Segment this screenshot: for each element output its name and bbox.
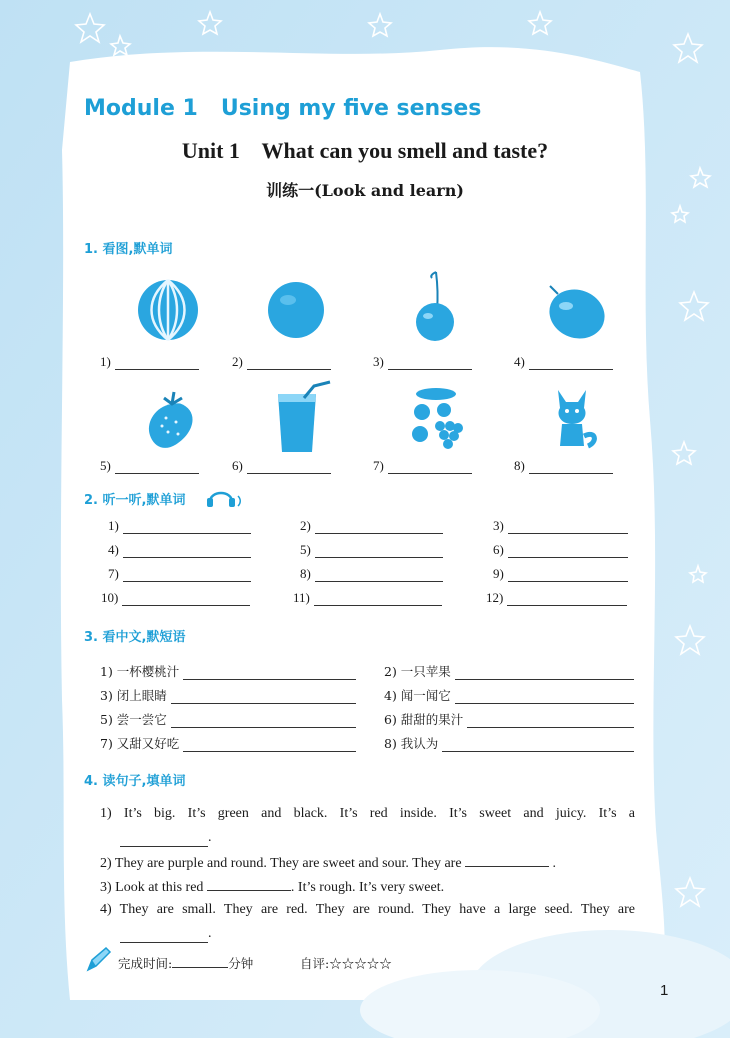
- answer-blank[interactable]: [115, 472, 199, 474]
- answer-blank[interactable]: [529, 472, 613, 474]
- s1-item-6: 6): [232, 458, 331, 474]
- plum-icon: [542, 282, 608, 342]
- cherry-icon: [410, 268, 460, 342]
- s3-item-8: 8) 我认为: [384, 734, 634, 752]
- answer-blank[interactable]: [508, 556, 628, 558]
- answer-blank[interactable]: [465, 852, 549, 867]
- answer-blank[interactable]: [315, 580, 443, 582]
- answer-blank[interactable]: [455, 702, 634, 704]
- answer-blank[interactable]: [247, 472, 331, 474]
- s3-item-6: 6) 甜甜的果汁: [384, 710, 634, 728]
- answer-blank[interactable]: [507, 604, 627, 606]
- answer-blank[interactable]: [388, 472, 472, 474]
- orange-icon: [266, 280, 326, 340]
- answer-blank[interactable]: [122, 604, 250, 606]
- fox-icon: [544, 384, 600, 450]
- answer-blank[interactable]: [171, 726, 356, 728]
- answer-blank[interactable]: [183, 678, 356, 680]
- s3-item-7: 7) 又甜又好吃: [100, 734, 356, 752]
- s1-item-1: 1): [100, 354, 199, 370]
- answer-blank[interactable]: [207, 876, 291, 891]
- s2-item-9: 9): [493, 566, 628, 582]
- watermelon-icon: [136, 278, 200, 342]
- s1-item-3: 3): [373, 354, 472, 370]
- s4-sentence-4: 4) They are small. They are red. They are round. They have a large seed. They are: [100, 902, 635, 917]
- s2-item-12: 12): [486, 590, 627, 606]
- s4-period-4: .: [208, 926, 212, 941]
- answer-blank[interactable]: [123, 532, 251, 534]
- unit-title: Unit 1 What can you smell and taste?: [181, 138, 549, 163]
- s3-item-3: 3) 闭上眼睛: [100, 686, 356, 704]
- answer-blank[interactable]: [123, 580, 251, 582]
- exercise-subtitle: 训练一(Look and learn): [266, 181, 464, 200]
- s2-item-7: 7): [108, 566, 251, 582]
- answer-blank[interactable]: [455, 678, 634, 680]
- completion-time: 完成时间: 分钟: [118, 956, 254, 971]
- s4-sentence-2: 2) They are purple and round. They are sweet and sour. They are .: [100, 852, 556, 874]
- answer-blank[interactable]: [171, 702, 356, 704]
- s2-item-4: 4): [108, 542, 251, 558]
- s1-item-2: 2): [232, 354, 331, 370]
- s2-item-1: 1): [108, 518, 251, 534]
- s1-item-7: 7): [373, 458, 472, 474]
- s3-item-1: 1) 一杯樱桃汁: [100, 662, 356, 680]
- answer-blank[interactable]: [120, 830, 208, 847]
- s4-sentence-3: 3) Look at this red . It’s rough. It’s very sweet.: [100, 876, 444, 898]
- answer-blank[interactable]: [183, 750, 356, 752]
- s2-item-8: 8): [300, 566, 443, 582]
- answer-blank[interactable]: [508, 532, 628, 534]
- answer-blank[interactable]: [314, 604, 442, 606]
- s1-item-5: 5): [100, 458, 199, 474]
- section4-heading: 4. 读句子,填单词: [84, 774, 186, 789]
- answer-blank[interactable]: [123, 556, 251, 558]
- s2-item-10: 10): [101, 590, 250, 606]
- answer-blank[interactable]: [442, 750, 634, 752]
- s2-item-2: 2): [300, 518, 443, 534]
- s4-sentence-1: 1) It’s big. It’s green and black. It’s red inside. It’s sweet and juicy. It’s a: [100, 806, 635, 821]
- answer-blank[interactable]: [508, 580, 628, 582]
- s3-item-5: 5) 尝一尝它: [100, 710, 356, 728]
- answer-blank[interactable]: [120, 926, 208, 943]
- section2-heading: 2. 听一听,默单词: [84, 493, 186, 508]
- self-evaluation: 自评:☆☆☆☆☆: [300, 956, 392, 971]
- time-blank[interactable]: [172, 954, 228, 968]
- section1-heading: 1. 看图,默单词: [84, 242, 173, 257]
- s1-item-8: 8): [514, 458, 613, 474]
- fruits-icon: [406, 384, 468, 450]
- s1-item-4: 4): [514, 354, 613, 370]
- s3-item-4: 4) 闻一闻它: [384, 686, 634, 704]
- answer-blank[interactable]: [529, 368, 613, 370]
- section3-heading: 3. 看中文,默短语: [84, 630, 186, 645]
- strawberry-icon: [142, 388, 198, 454]
- pencil-icon: [84, 946, 112, 974]
- answer-blank[interactable]: [247, 368, 331, 370]
- s2-item-5: 5): [300, 542, 443, 558]
- answer-blank[interactable]: [115, 368, 199, 370]
- s2-item-11: 11): [293, 590, 442, 606]
- answer-blank[interactable]: [467, 726, 634, 728]
- s4-period-1: .: [208, 830, 212, 845]
- juice-icon: [270, 380, 334, 456]
- answer-blank[interactable]: [315, 532, 443, 534]
- s2-item-3: 3): [493, 518, 628, 534]
- module-title: Module 1 Using my five senses: [84, 96, 482, 121]
- s2-item-6: 6): [493, 542, 628, 558]
- page-number: 1: [660, 982, 669, 999]
- s3-item-2: 2) 一只苹果: [384, 662, 634, 680]
- answer-blank[interactable]: [315, 556, 443, 558]
- headphones-icon: [204, 484, 244, 510]
- answer-blank[interactable]: [388, 368, 472, 370]
